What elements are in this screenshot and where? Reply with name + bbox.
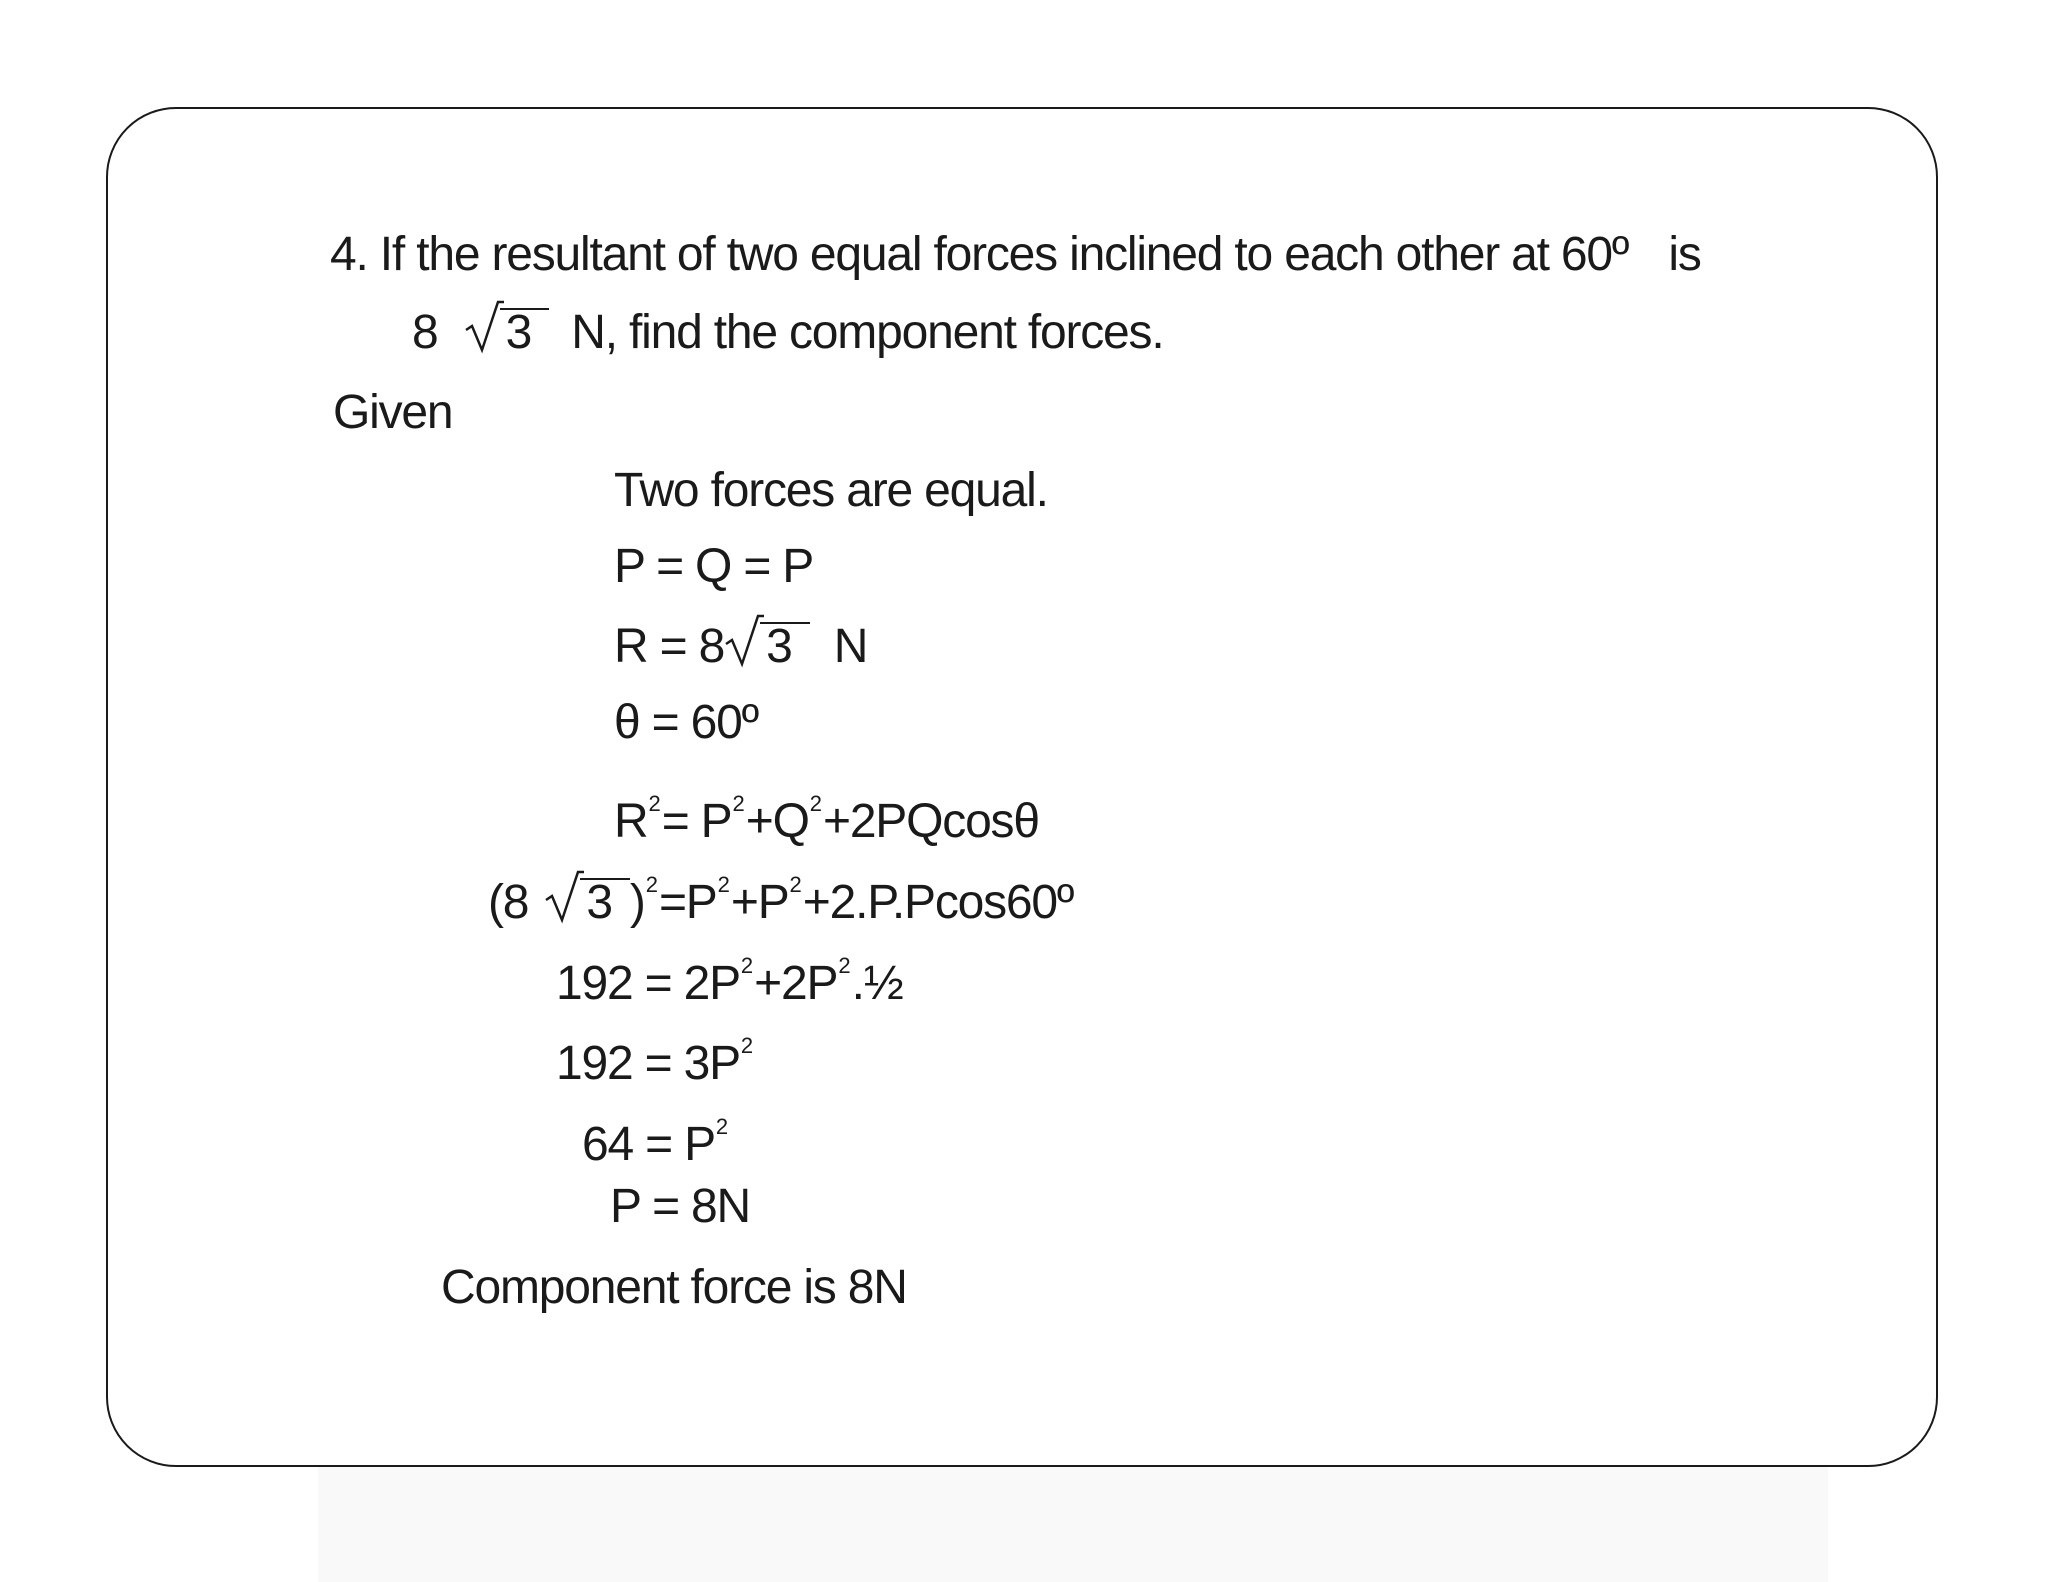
radical-icon [464, 296, 504, 356]
exponent: 2 [789, 872, 802, 897]
given-label: Given [333, 386, 453, 439]
step-result: P = 8N [610, 1180, 751, 1233]
question-text-2: N, find the component forces. [571, 306, 1164, 359]
step-substitute [488, 855, 1073, 933]
question-text: If the resultant of two equal forces inclined to each other at 60º [379, 228, 1629, 281]
exponent: 2 [740, 1033, 754, 1058]
sqrt-symbol [724, 616, 810, 677]
exponent: 2 [648, 791, 661, 816]
step-64 [582, 1097, 729, 1175]
exponent: 2 [838, 953, 851, 978]
question-number: 4. [330, 228, 368, 281]
eq-192-half: .½ [851, 957, 903, 1010]
substitute-close: ) [629, 876, 645, 929]
resultant-unit: N [833, 620, 868, 673]
eq-3p: 192 = 3P [556, 1037, 740, 1090]
step-forces-equal: Two forces are equal. [614, 464, 1048, 517]
exponent: 2 [740, 953, 754, 978]
substitute-p: =P [658, 876, 717, 929]
exponent: 2 [732, 791, 745, 816]
formula-term: +2PQcosθ [822, 795, 1039, 848]
step-p-equals-q: P = Q = P [614, 540, 814, 593]
question-text-end: is [1668, 228, 1701, 281]
question-line-1 [330, 225, 1701, 285]
conclusion: Component force is 8N [441, 1261, 907, 1314]
question-coefficient: 8 [412, 306, 438, 359]
radicand: 3 [500, 308, 550, 356]
formula-r: R [614, 795, 648, 848]
substitute-open: (8 [488, 876, 529, 929]
radical-icon [544, 866, 584, 926]
substitute-p2: +P [730, 876, 789, 929]
step-angle: θ = 60º [614, 696, 758, 749]
question-line-2 [412, 302, 1163, 363]
exponent: 2 [717, 872, 730, 897]
step-resultant [614, 616, 867, 677]
resultant-value: R = 8 [614, 620, 725, 673]
substitute-term: +2.P.Pcos60º [802, 876, 1074, 929]
exponent: 2 [645, 872, 658, 897]
step-192-a [556, 936, 903, 1014]
step-192-b [556, 1016, 754, 1094]
eq-192-lhs: 192 = 2P [556, 957, 740, 1010]
eq-192-term: +2P [754, 957, 838, 1010]
radicand: 3 [580, 878, 630, 926]
step-formula [614, 774, 1039, 852]
exponent: 2 [809, 791, 822, 816]
formula-q: +Q [745, 795, 809, 848]
exponent: 2 [715, 1114, 729, 1139]
sqrt-symbol [544, 872, 630, 933]
radicand: 3 [760, 622, 810, 670]
formula-p: = P [661, 795, 732, 848]
sqrt-symbol [464, 302, 550, 363]
radical-icon [724, 610, 764, 670]
eq-64: 64 = P [582, 1118, 715, 1171]
